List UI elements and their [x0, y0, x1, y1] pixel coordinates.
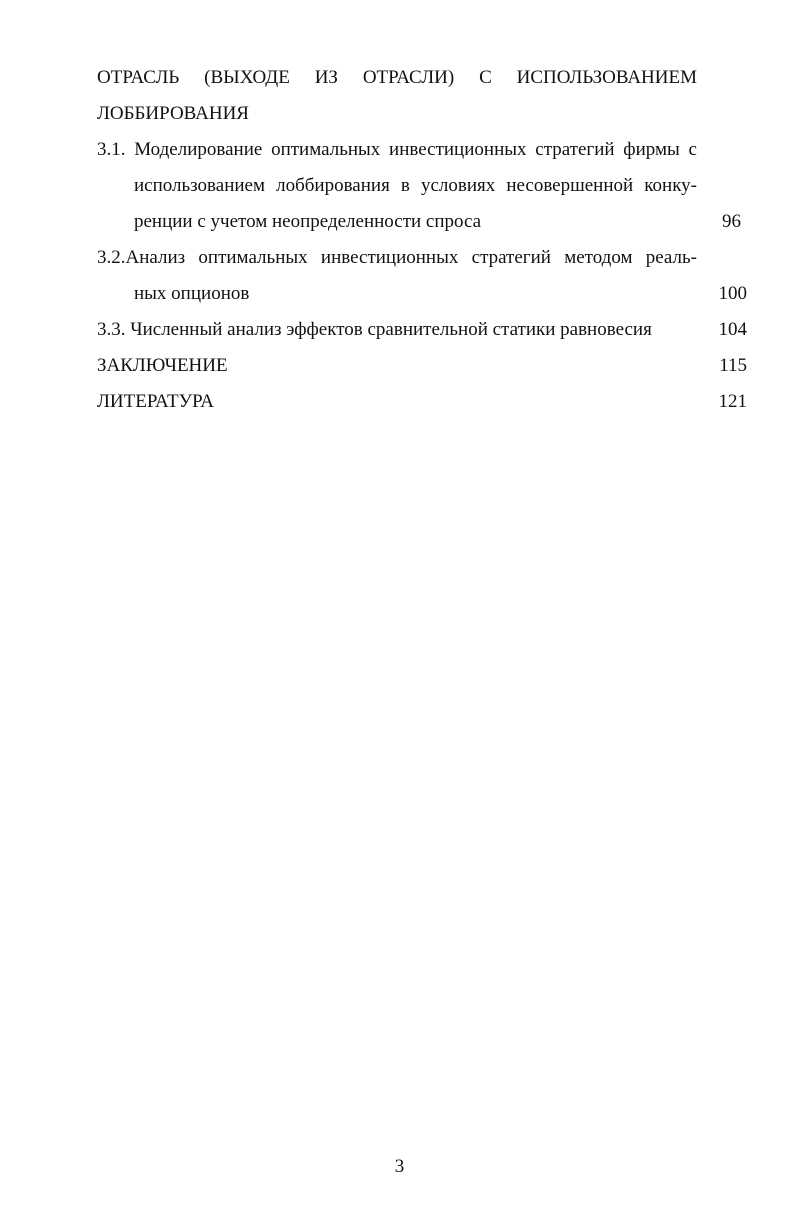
- table-of-contents: [97, 60, 747, 420]
- toc-entry-3-1-line-2: [97, 168, 747, 204]
- toc-entry-3-3-page: 104: [718, 319, 747, 340]
- toc-entry-literature: [97, 384, 747, 420]
- toc-entry-3-1-text-3: ренции с учетом неопределенности спроса: [134, 211, 482, 232]
- toc-entry-3-2-text-2: ных опционов: [134, 283, 250, 304]
- toc-entry-literature-page: 121: [718, 391, 747, 412]
- toc-entry-3-2-text-1: 3.2.Анализ оптимальных инвестиционных стратегий методом реаль-: [97, 247, 697, 268]
- toc-entry-literature-text: ЛИТЕРАТУРА: [97, 391, 214, 412]
- toc-entry-3-2-page: 100: [718, 283, 747, 304]
- toc-chapter-heading-line-2: [97, 96, 747, 132]
- toc-chapter-heading-line-1: [97, 60, 747, 96]
- toc-entry-3-1-text-2: использованием лоббирования в условиях несовершенной конку-: [134, 175, 697, 196]
- toc-entry-3-1-text-1: 3.1. Моделирование оптимальных инвестиционных стратегий фирмы с: [97, 139, 697, 160]
- toc-chapter-heading-text-2: ЛОББИРОВАНИЯ: [97, 103, 249, 124]
- toc-entry-conclusion-text: ЗАКЛЮЧЕНИЕ: [97, 355, 228, 376]
- page-number: 3: [394, 1156, 405, 1177]
- toc-entry-3-1-line-1: [97, 132, 747, 168]
- toc-entry-3-1-page: 96: [722, 211, 741, 232]
- toc-entry-3-3: [97, 312, 747, 348]
- toc-entry-3-3-text: 3.3. Численный анализ эффектов сравнительной статики равновесия: [97, 319, 652, 340]
- toc-entry-3-2-line-1: [97, 240, 747, 276]
- toc-entry-conclusion: [97, 348, 747, 384]
- toc-entry-3-1-line-3: [97, 204, 747, 240]
- toc-entry-conclusion-page: 115: [719, 355, 747, 376]
- toc-entry-3-2-line-2: [97, 276, 747, 312]
- toc-chapter-heading-text-1: ОТРАСЛЬ (ВЫХОДЕ ИЗ ОТРАСЛИ) С ИСПОЛЬЗОВАНИЕМ: [97, 67, 697, 88]
